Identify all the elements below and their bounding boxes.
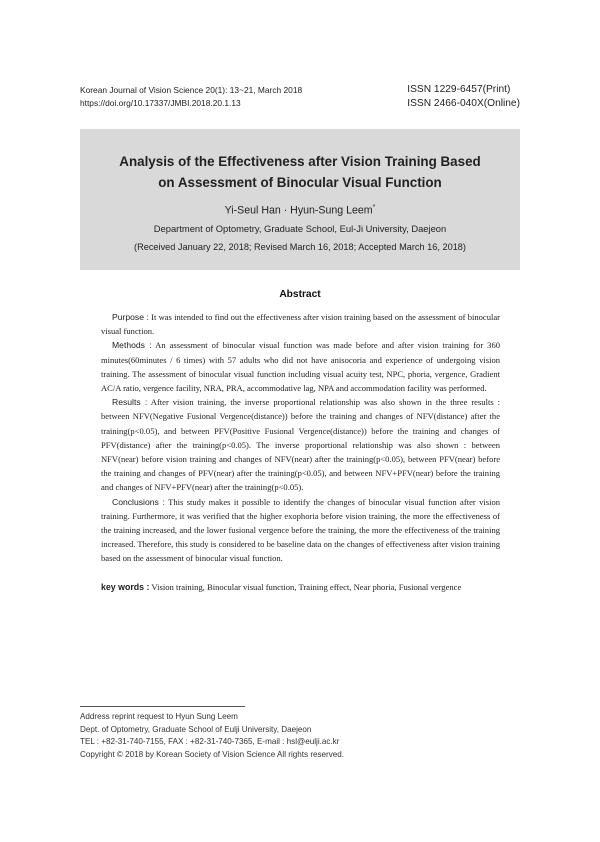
abstract-body xyxy=(101,310,500,566)
methods-text: An assessment of binocular visual function was made before and after vision training for 360 minutes(60minutes / 6 times) with 57 adults who did not have anisocoria and experience of undergoing vision training. The assessment of binocular visual function including visual acuity test, NPC, phoria, vergence, Gradient AC/A ratio, vergence facility, NRA, PRA, accommodative lag, NPA and accommodation facility was performed. xyxy=(101,340,500,394)
footnote-line-2: Dept. of Optometry, Graduate School of Eulji University, Daejeon xyxy=(80,724,312,734)
keywords-text: Vision training, Binocular visual function, Training effect, Near phoria, Fusional vergence xyxy=(149,582,462,592)
purpose-label: Purpose : xyxy=(112,312,149,322)
journal-citation xyxy=(80,84,302,110)
footnote-divider xyxy=(80,706,245,707)
paper-title xyxy=(80,151,520,193)
correspondence-footnote xyxy=(80,711,344,761)
footnote-line-1: Address reprint request to Hyun Sung Leem xyxy=(80,712,238,721)
abstract-heading: Abstract xyxy=(279,289,321,300)
conclusions-label: Conclusions : xyxy=(112,496,165,507)
purpose-text: It was intended to find out the effectiveness after vision training based on the assessment of binocular visual function. xyxy=(101,312,500,337)
results-label: Results : xyxy=(112,397,148,408)
doi-link[interactable]: https://doi.org/10.17337/JMBI.2018.20.1.13 xyxy=(80,98,241,108)
abstract-results xyxy=(101,395,500,494)
keywords-label: key words : xyxy=(101,582,150,592)
abstract-conclusions xyxy=(101,495,500,566)
issn-print: ISSN 1229-6457(Print) xyxy=(407,84,511,95)
results-text: After vision training, the inverse proportional relationship was also shown in the three results : between NFV(Negative Fusional Vergence(distance)) before the training and changes of NFV(distance) after the training(p<0.05), and between PFV(Positive Fusional Vergence(distance)) before the training and changes of PFV(distance) after the training(p<0.05). The inverse proportional relationship was also shown : between NFV(near) before vision training and changes of NFV(near) after the training(p<0.05), between PFV(near) before the training and changes of PFV(near) after the training(p<0.05), and between NFV+PFV(near) before the training and changes of NFV+PFV(near) after the training(p<0.05). xyxy=(101,397,500,493)
keywords xyxy=(101,582,500,592)
issn-block xyxy=(407,83,520,111)
corresponding-author-mark: * xyxy=(372,204,376,211)
copyright-line: Copyright © 2018 by Korean Society of Vision Science All rights reserved. xyxy=(80,749,345,759)
footnote-line-3: TEL : +82-31-740-7155, FAX : +82-31-740-7365, E-mail : hsl@eulji.ac.kr xyxy=(80,737,340,747)
affiliation: Department of Optometry, Graduate School, Eul-Ji University, Daejeon xyxy=(153,223,447,234)
conclusions-text: This study makes it possible to identify the changes of binocular visual function after vision training. Furthermore, it was verified that the higher exophoria before vision training, the more the effectiveness of the training increased, and the lower fusional vergence before the training, the more the effectiveness of the training increased. Therefore, this study is considered to be baseline data on the changes of effectiveness after vision training based on the assessment of binocular visual function. xyxy=(101,496,500,564)
received-dates: (Received January 22, 2018; Revised March 16, 2018; Accepted March 16, 2018) xyxy=(134,242,466,252)
issn-online: ISSN 2466-040X(Online) xyxy=(407,98,520,109)
author-list xyxy=(80,204,520,217)
authors-text: Yi-Seul Han · Hyun-Sung Leem xyxy=(224,204,373,217)
abstract-methods xyxy=(101,338,500,395)
journal-line: Korean Journal of Vision Science 20(1): 13~21, March 2018 xyxy=(80,85,303,95)
abstract-purpose xyxy=(101,310,500,338)
methods-label: Methods : xyxy=(112,340,152,351)
title-box xyxy=(80,129,520,270)
title-line-2: on Assessment of Binocular Visual Function xyxy=(158,175,442,190)
title-line-1: Analysis of the Effectiveness after Vision Training Based xyxy=(119,154,481,169)
